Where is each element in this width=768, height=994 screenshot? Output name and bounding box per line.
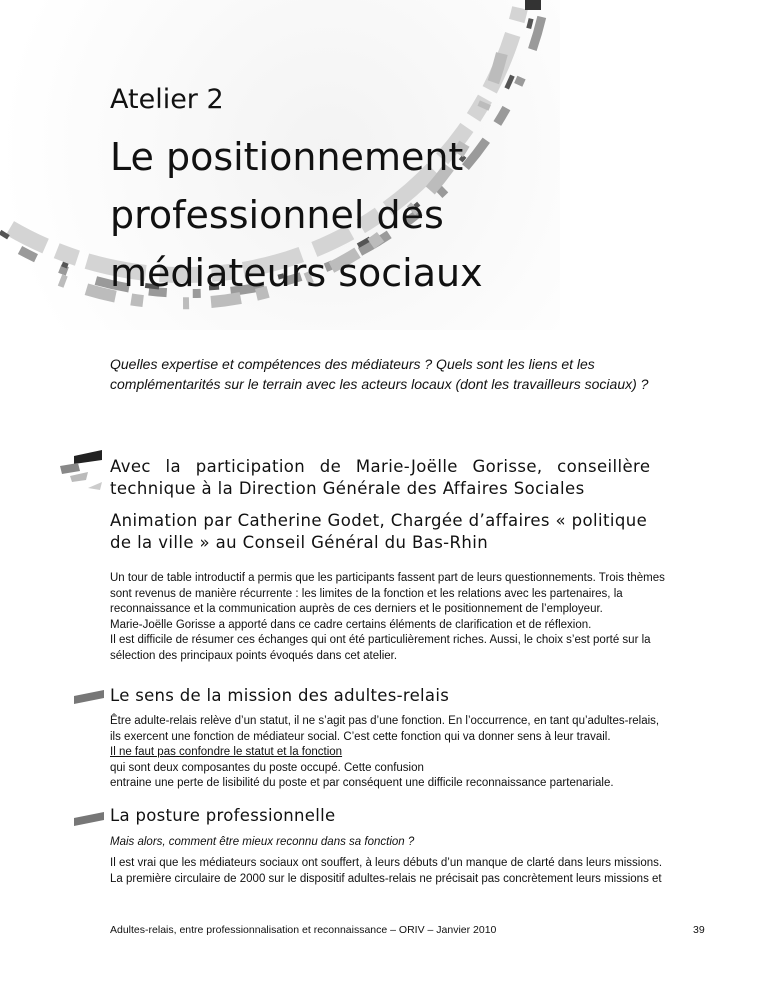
- mission-paragraph: Être adulte-relais relève d’un statut, il ne s’agit pas d’une fonction. En l’occurrence, en tant qu’adultes-relais, ils exercent une fonction de médiateur social. C’est cette fonction qui va donner sens à leur travail. Il ne faut pas confondre le statut et la fonction qui sont deux composantes du poste occupé. Cette confusion entraine une perte de lisibilité du poste et par conséquent une difficile reconnaissance partenariale.: [110, 714, 710, 792]
- title-line: médiateurs sociaux: [110, 251, 483, 295]
- section-heading-mission: Le sens de la mission des adultes-relais: [110, 686, 450, 705]
- posture-question: Mais alors, comment être mieux reconnu dans sa fonction ?: [110, 836, 415, 848]
- participation-line: Avec la participation de Marie-Joëlle Gorisse, conseillère technique à la Direction Générale des Affaires Sociales: [110, 457, 651, 498]
- intro-question: [110, 354, 700, 394]
- intro-line: complémentarités sur le terrain avec les acteurs locaux (dont les travailleurs sociaux) ?: [110, 376, 649, 392]
- section-bullet-icon: [72, 690, 106, 704]
- intro-line: Quelles expertise et compétences des médiateurs ? Quels sont les liens et les: [110, 356, 595, 372]
- section-heading-posture: La posture professionnelle: [110, 806, 336, 825]
- posture-paragraph: Il est vrai que les médiateurs sociaux ont souffert, à leurs débuts d’un manque de clarté dans leurs missions. La première circulaire de 2000 sur le dispositif adultes-relais ne précisait pas concrètement leurs missions et: [110, 857, 663, 885]
- title-line: Le positionnement: [110, 135, 464, 179]
- section-bullet-icon: [72, 812, 106, 826]
- underlined-statement: Il ne faut pas confondre le statut et la fonction: [110, 746, 343, 758]
- footer-text: Adultes-relais, entre professionnalisation et reconnaissance – ORIV – Janvier 2010: [110, 924, 497, 936]
- title-line: professionnel des: [110, 193, 444, 237]
- animation-line: Animation par Catherine Godet, Chargée d’affaires « politique de la ville » au Conseil Général du Bas-Rhin: [110, 511, 648, 552]
- intro-paragraph: Un tour de table introductif a permis que les participants fassent part de leurs questionnements. Trois thèmes sont revenus de manière récurrente : les limites de la fonction et les relations avec les partenaires, la reconnaissance et la communication auprès de ces derniers et le positionnement de l’employeur. Marie-Joëlle Gorisse a apporté dans ce cadre certains éléments de clarification et de réflexion. Il est difficile de résumer ces échanges qui ont été particulièrement riches. Aussi, le choix s’est porté sur la sélection des principaux points évoqués dans cet atelier.: [110, 572, 665, 662]
- workshop-label: Atelier 2: [110, 84, 224, 115]
- page-number: 39: [693, 924, 705, 936]
- bullet-decoration-icon: [58, 450, 106, 496]
- page-title: [110, 128, 570, 302]
